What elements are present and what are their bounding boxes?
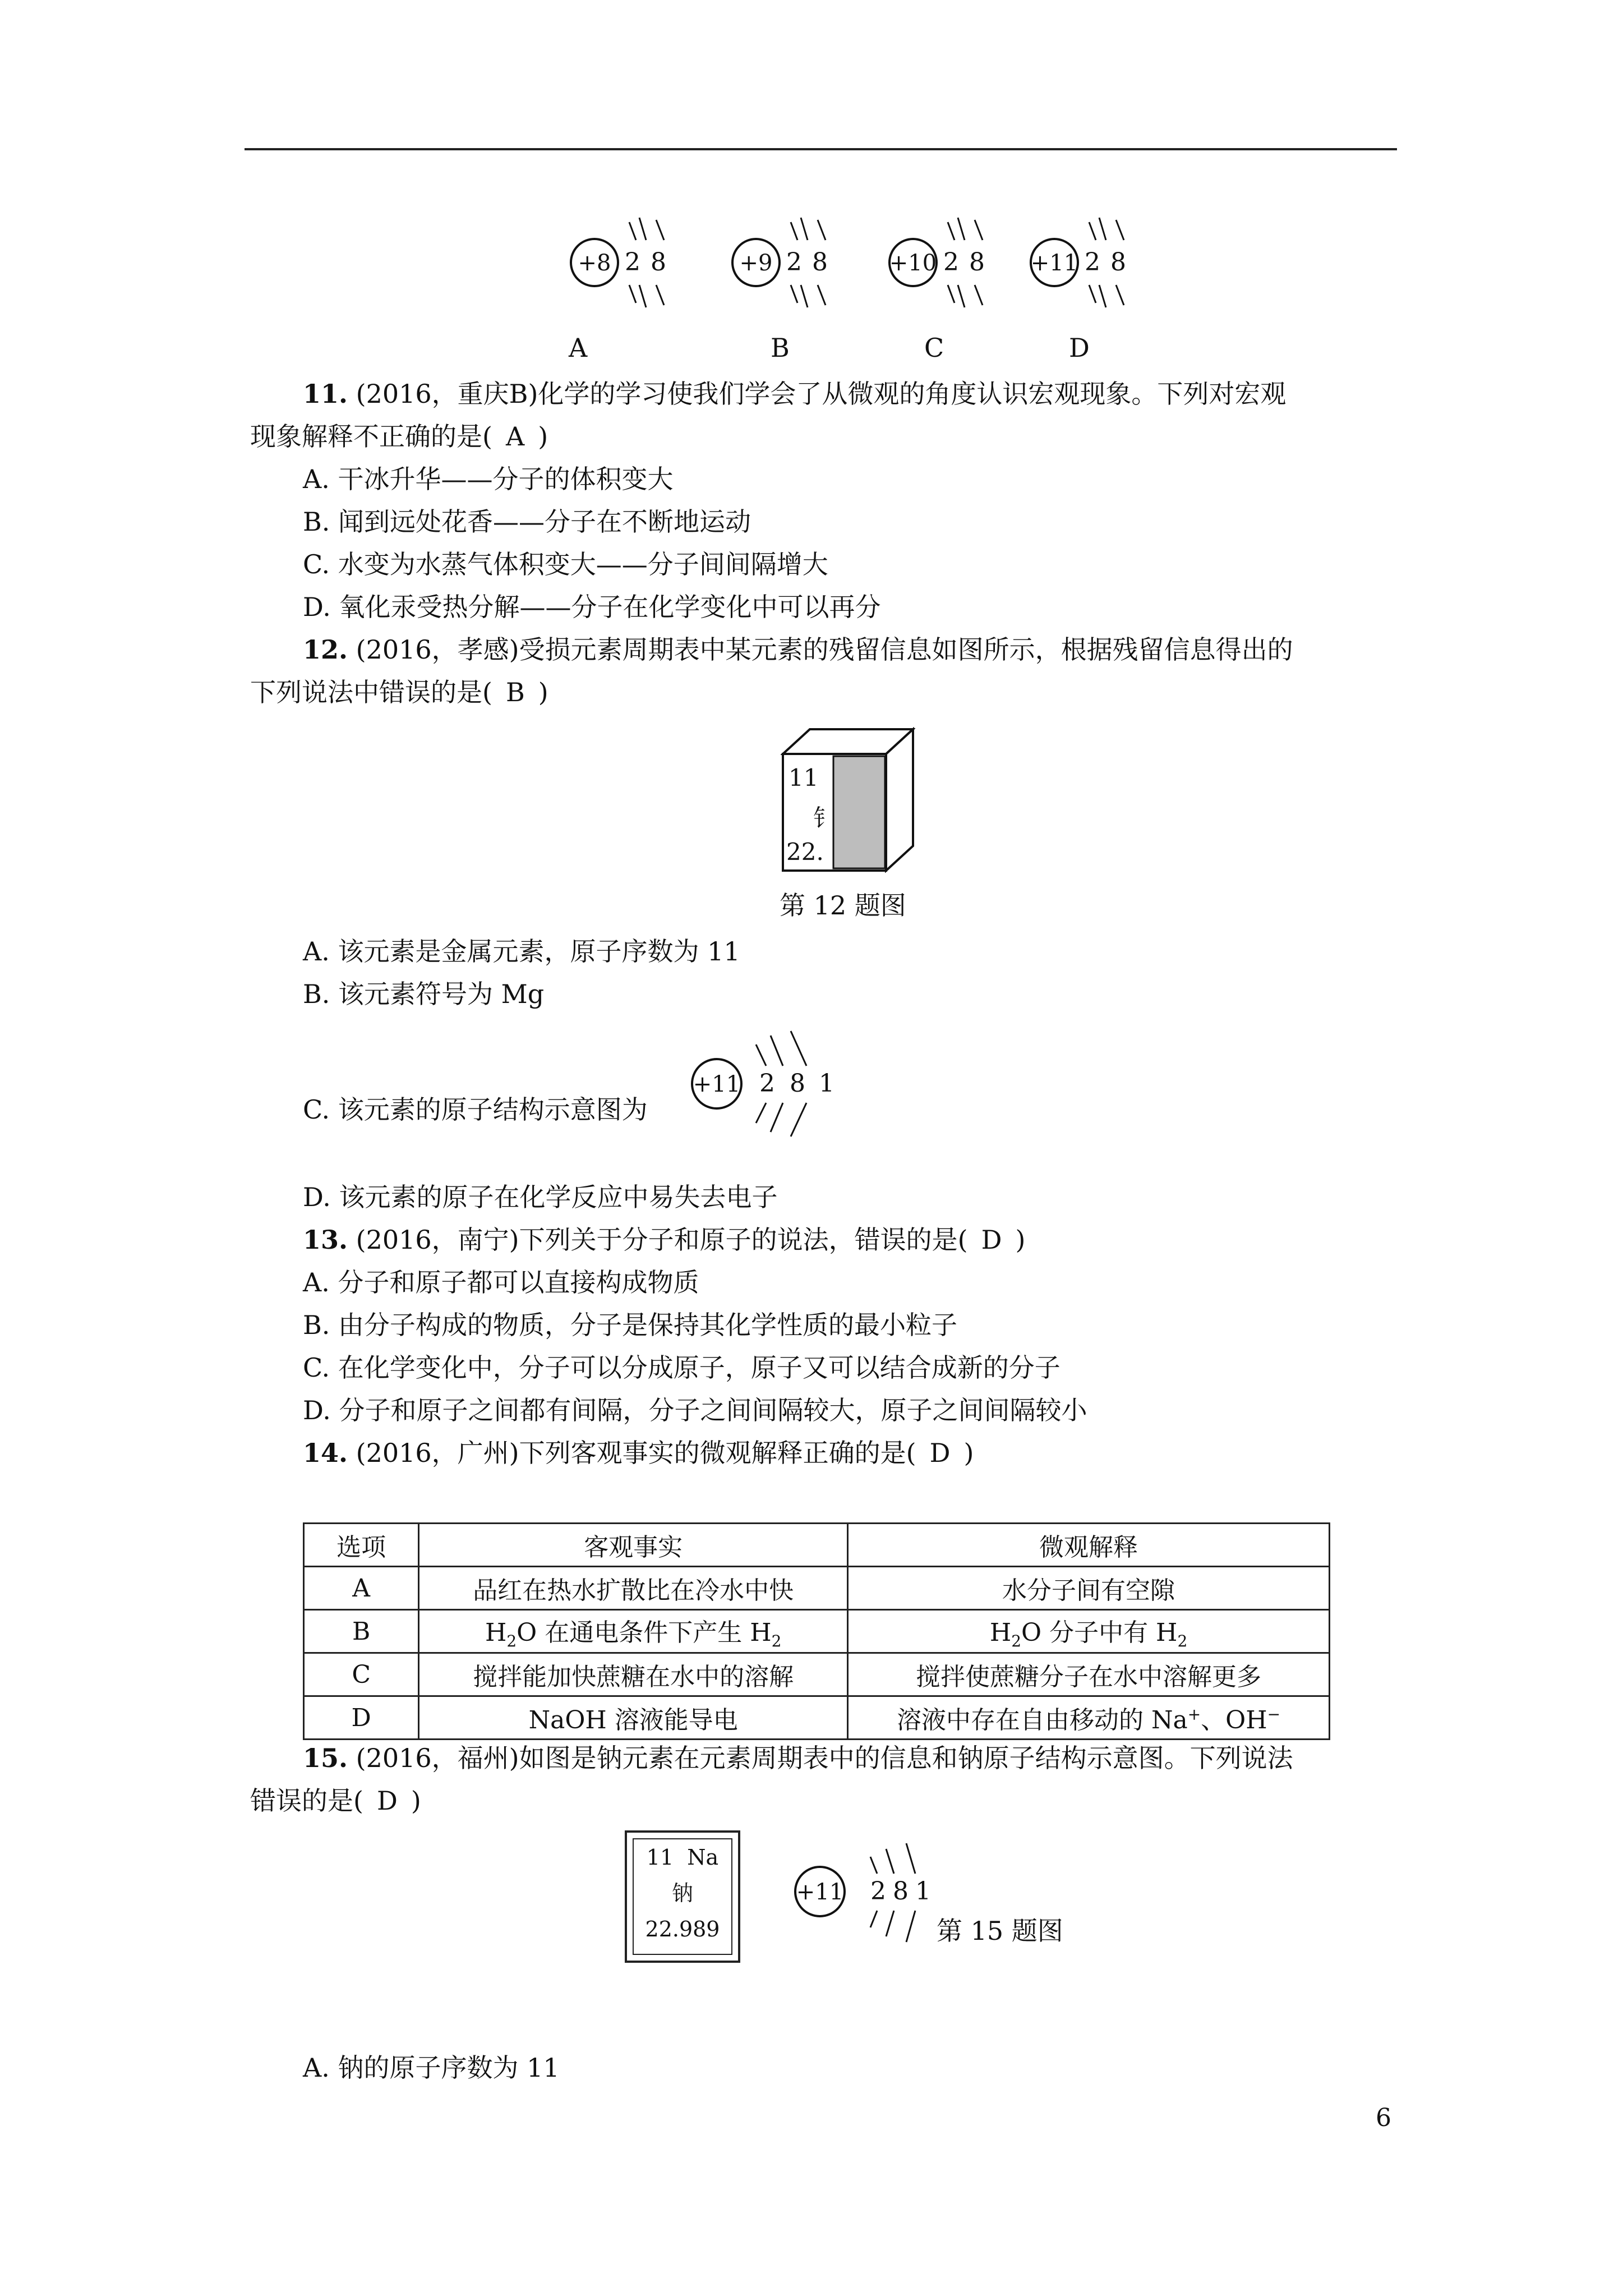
svg-text:2: 2 [786, 248, 802, 277]
svg-text:1: 1 [915, 1877, 931, 1906]
svg-text:8: 8 [1110, 248, 1126, 277]
question-number: 12. [303, 634, 348, 665]
q11-option-a: A. 干冰升华——分子的体积变大 [303, 464, 674, 494]
figure-12-caption: 第 12 题图 [780, 890, 906, 921]
atom-diagram-b [728, 212, 851, 315]
svg-text:2: 2 [870, 1877, 886, 1906]
tile-atomic-number: 11 [789, 764, 819, 792]
q12-option-c-atom-diagram [688, 1025, 845, 1145]
svg-text:2: 2 [625, 248, 640, 277]
table-header: 微观解释 [848, 1524, 1330, 1567]
q11-option-d: D. 氧化汞受热分解——分子在化学变化中可以再分 [303, 592, 881, 622]
atom-diagram-c [885, 212, 1008, 315]
table-cell: $H_2O$ 分子中有 $H_2$ [848, 1610, 1330, 1653]
figure-15-caption: 第 15 题图 [937, 1916, 1063, 1946]
answer: A [505, 421, 525, 452]
atom-diagram-a [566, 212, 690, 315]
table-cell: A [304, 1567, 419, 1610]
table-cell: NaOH 溶液能导电 [419, 1696, 848, 1740]
table-row [304, 1610, 1330, 1653]
answer: D [376, 1786, 398, 1816]
svg-text:+11: +11 [693, 1071, 741, 1097]
q12-option-c: C. 该元素的原子结构示意图为 [303, 1094, 648, 1125]
tile-partial-mass: 22. [786, 838, 824, 866]
svg-text:8: 8 [812, 248, 828, 277]
table-cell: 溶液中存在自由移动的 Na+、OH− [848, 1696, 1330, 1740]
sodium-element-tile [625, 1830, 740, 1963]
answer: D [929, 1438, 951, 1468]
answer: D [981, 1225, 1002, 1255]
svg-text:8: 8 [893, 1877, 909, 1906]
q14-stem: 14. (2016，广州)下列客观事实的微观解释正确的是( D ) [303, 1436, 974, 1470]
q14-table [303, 1522, 1330, 1740]
q13-option-c: C. 在化学变化中，分子可以分成原子，原子又可以结合成新的分子 [303, 1352, 1061, 1383]
sodium-atom-diagram [791, 1838, 948, 1952]
q11-option-c: C. 水变为水蒸气体积变大——分子间间隔增大 [303, 549, 828, 579]
table-cell: 搅拌能加快蔗糖在水中的溶解 [419, 1653, 848, 1696]
q15-stem-line2: 错误的是( D ) [250, 1784, 421, 1818]
question-number: 13. [303, 1225, 348, 1255]
page-number: 6 [1376, 2104, 1391, 2132]
q13-option-b: B. 由分子构成的物质，分子是保持其化学性质的最小粒子 [303, 1310, 958, 1340]
q12-option-b: B. 该元素符号为 Mg [303, 979, 545, 1009]
q15-stem-line1: 15. (2016，福州)如图是钠元素在元素周期表中的信息和钠原子结构示意图。下列说法 [303, 1743, 1293, 1773]
atom-label-d: D [1069, 333, 1090, 363]
header-rule [245, 148, 1397, 150]
svg-text:8: 8 [790, 1069, 805, 1098]
q12-option-d: D. 该元素的原子在化学反应中易失去电子 [303, 1182, 778, 1212]
svg-text:+8: +8 [578, 250, 611, 276]
damaged-element-tile [781, 727, 915, 873]
tile-atomic-mass: 22.989 [645, 1917, 720, 1941]
svg-text:+11: +11 [1030, 250, 1078, 276]
q13-option-a: A. 分子和原子都可以直接构成物质 [303, 1267, 699, 1297]
table-cell: C [304, 1653, 419, 1696]
q12-stem-line1: 12. (2016，孝感)受损元素周期表中某元素的残留信息如图所示，根据残留信息得出的 [303, 634, 1293, 665]
question-number: 15. [303, 1743, 348, 1773]
table-row [304, 1653, 1330, 1696]
table-header: 客观事实 [419, 1524, 848, 1567]
table-cell: 品红在热水扩散比在冷水中快 [419, 1567, 848, 1610]
table-header: 选项 [304, 1524, 419, 1567]
svg-text:8: 8 [651, 248, 666, 277]
table-cell: 水分子间有空隙 [848, 1567, 1330, 1610]
q11-option-b: B. 闻到远处花香——分子在不断地运动 [303, 507, 751, 537]
q12-stem-line2: 下列说法中错误的是( B ) [250, 675, 548, 709]
table-row [304, 1696, 1330, 1740]
table-cell: 搅拌使蔗糖分子在水中溶解更多 [848, 1653, 1330, 1696]
question-number: 11. [303, 379, 348, 409]
svg-text:2: 2 [943, 248, 959, 277]
svg-text:8: 8 [969, 248, 985, 277]
tile-partial-name: 钅 [813, 804, 837, 832]
answer: B [505, 677, 525, 707]
q11-stem-line1: 11. (2016，重庆B)化学的学习使我们学会了从微观的角度认识宏观现象。下列对宏观 [303, 379, 1287, 409]
q15-option-a: A. 钠的原子序数为 11 [303, 2053, 560, 2083]
table-cell: B [304, 1610, 419, 1653]
atom-label-c: C [924, 333, 944, 363]
table-row [304, 1567, 1330, 1610]
svg-text:2: 2 [1085, 248, 1100, 277]
tile-number-symbol: 11 Na [646, 1845, 719, 1870]
svg-text:+10: +10 [889, 250, 937, 276]
question-number: 14. [303, 1438, 348, 1468]
table-cell: D [304, 1696, 419, 1740]
q11-stem-line2: 现象解释不正确的是( A ) [250, 420, 548, 453]
svg-text:1: 1 [819, 1069, 834, 1098]
svg-text:+11: +11 [796, 1879, 844, 1905]
table-cell: $H_2O$ 在通电条件下产生 $H_2$ [419, 1610, 848, 1653]
tile-element-name: 钠 [671, 1881, 693, 1906]
svg-text:2: 2 [759, 1069, 775, 1098]
atom-diagram-d [1026, 212, 1150, 315]
q13-stem: 13. (2016，南宁)下列关于分子和原子的说法，错误的是( D ) [303, 1223, 1025, 1257]
svg-text:+9: +9 [739, 250, 773, 276]
q13-option-d: D. 分子和原子之间都有间隔，分子之间间隔较大，原子之间间隔较小 [303, 1395, 1087, 1425]
atom-label-a: A [569, 333, 588, 363]
table-header-row [304, 1524, 1330, 1567]
atom-label-b: B [771, 333, 790, 363]
q12-option-a: A. 该元素是金属元素，原子序数为 11 [303, 936, 740, 967]
